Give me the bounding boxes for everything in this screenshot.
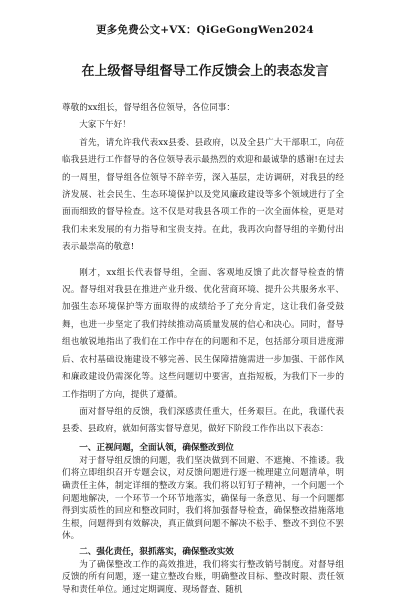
section-heading-1: 一、正视问题，全面认领，确保整改到位 [79, 442, 234, 453]
document-body [62, 100, 344, 597]
paragraph-feedback-rest: 督导组对我县在推进产业升级、优化营商环境、提升公共服务水平、加强生态环境保护等方面取得的成绩给予了充分肯定，这让我们备受鼓舞，也进一步坚定了我们持续推动高质量发展的信心和决心。同时，督导组也敏锐地指出了我们在工作中存在的问题和不足，包括部分项目进度滞后、农村基础设施建设不够完善、民生保障措施需进一步加强、干部作风和廉政建设仍需深化等。这些问题切中要害，直指短板，为我们下一步的工作指明了方向，提供了遵循。 [62, 285, 344, 400]
document-title: 在上级督导组督导工作反馈会上的表态发言 [81, 64, 329, 79]
section-heading-2: 二、强化责任，狠抓落实，确保整改实效 [79, 546, 234, 557]
paragraph-feedback-lead: 刚才，xx组长代表督导组，全面、客观地反馈了此次督导检查的情况。 [62, 267, 344, 296]
paragraph-welcome: 首先，请允许我代表xx县委、县政府，以及全县广大干部职工，向莅临我县进行工作督导的各位领导表示最热烈的欢迎和最诚挚的感谢!在过去的一周里，督导组各位领导不辞辛劳，深入基层，走访调研，对我县的经济发展、社会民生、生态环境保护以及党风廉政建设等多个领域进行了全面而细致的督导检查。这不仅是对我县各项工作的一次全面体检，更是对我们未来发展的有力指导和宝贵支持。在此，我再次向督导组的辛勤付出表示最崇高的敬意! [62, 137, 344, 253]
paragraph-section-2: 为了确保整改工作的高效推进，我们将实行整改销号制度。对督导组反馈的所有问题，逐一建立整改台账，明确整改目标、整改时限、责任领导和责任单位。通过定期调度、现场督查、随机 [62, 559, 344, 596]
greeting: 大家下午好！ [79, 120, 131, 131]
promo-banner: 更多免费公文+VX：QiGeGongWen2024 [96, 24, 314, 36]
paragraph-commitment: 面对督导组的反馈，我们深感责任重大，任务艰巨。在此，我谨代表县委、县政府，就如何落实督导意见，做好下阶段工作作出以下表态： [62, 406, 344, 435]
salutation: 尊敬的xx组长，督导组各位领导，各位同事： [62, 103, 235, 113]
paragraph-section-1: 对于督导组反馈的问题，我们坚决做到不回避、不遮掩、不推诿。我们将立即组织召开专题会议，对反馈问题进行逐一梳理建立问题清单，明确责任主体，制定详细的整改方案。我们将以钉钉子精神，一个问题一个问题地解决，一个环节一个环节地落实，确保每一条意见、每一个问题都得到实质性的回应和整改同时，我们将加强督导检查，确保整改措施落地生根，问题得到有效解决，真正做到问题不解决不松手、整改不到位不罢休。 [62, 455, 344, 542]
paragraph-feedback [62, 265, 344, 404]
